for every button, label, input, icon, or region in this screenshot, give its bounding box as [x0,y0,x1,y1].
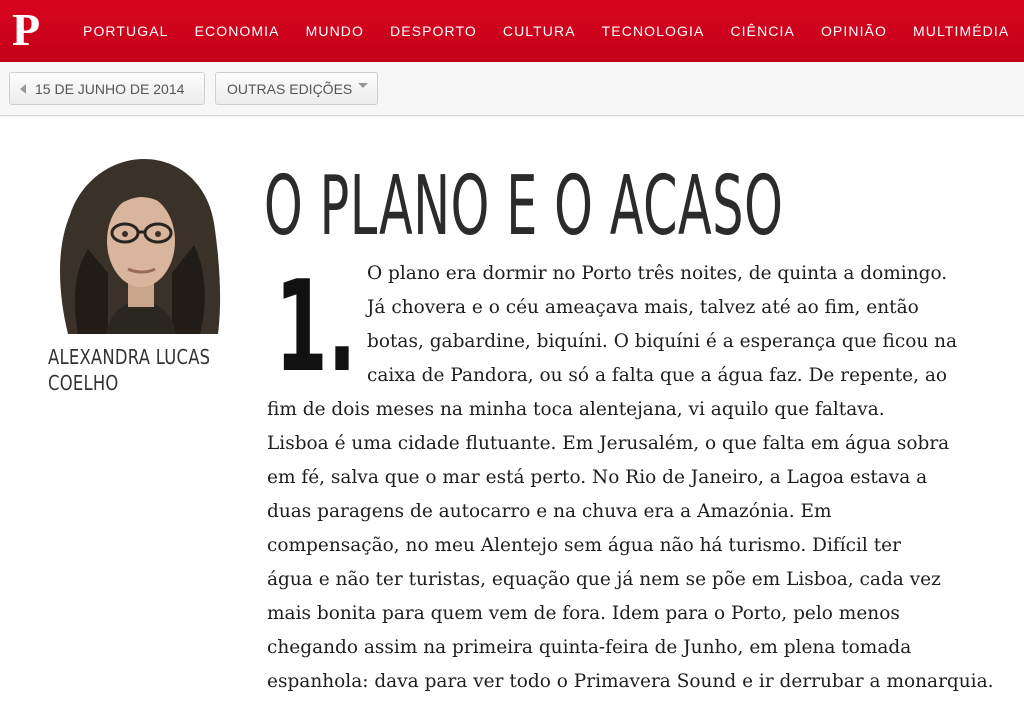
author-name[interactable] [48,344,245,396]
edition-toolbar [0,62,1024,116]
article-line-12: chegando assim na primeira quinta-feira de Junho, em plena tomada [267,637,912,658]
publico-logo[interactable]: P [12,4,41,55]
nav-item-tecnologia[interactable]: TECNOLOGIA [601,23,705,39]
section-nav [70,0,1022,62]
chevron-left-icon [20,84,26,94]
top-navigation-bar [0,0,1024,62]
edition-date-label: 15 DE JUNHO DE 2014 [35,80,185,97]
article-title: O PLANO E O ACASO [264,159,784,254]
article-line-11: mais bonita para quem vem de fora. Idem para o Porto, pelo menos [267,603,900,624]
article-line-6: Lisboa é uma cidade flutuante. Em Jerusalém, o que falta em água sobra [267,433,950,454]
article-line-2: Já chovera e o céu ameaçava mais, talvez até ao fim, então [367,297,919,318]
article-line-13: espanhola: dava para ver todo o Primavera Sound e ir derrubar a monarquia. [267,671,994,692]
section-number: 1. [275,253,357,400]
other-editions-dropdown[interactable] [215,72,378,105]
article-line-9: compensação, no meu Alentejo sem água não há turismo. Difícil ter [267,535,901,556]
article-line-1: O plano era dormir no Porto três noites, de quinta a domingo. [367,263,948,284]
article-line-8: duas paragens de autocarro e na chuva era a Amazónia. Em [267,501,832,522]
nav-item-opiniao[interactable]: OPINIÃO [820,23,887,39]
nav-item-portugal[interactable]: PORTUGAL [83,23,169,39]
article-line-5: fim de dois meses na minha toca alentejana, vi aquilo que faltava. [267,399,885,420]
author-name-line-1: ALEXANDRA LUCAS [48,345,211,369]
article-line-4: caixa de Pandora, ou só a falta que a água faz. De repente, ao [367,365,948,386]
chevron-down-icon [358,83,368,88]
author-photo [48,153,230,334]
nav-item-ciencia[interactable]: CIÊNCIA [730,23,795,39]
article-line-10: água e não ter turistas, equação que já nem se põe em Lisboa, cada vez [267,569,941,590]
nav-item-mundo[interactable]: MUNDO [305,23,364,39]
author-name-line-2: COELHO [48,371,119,395]
nav-item-cultura[interactable]: CULTURA [502,23,576,39]
article-line-3: botas, gabardine, biquíni. O biquíni é a esperança que ficou na [367,331,958,352]
previous-edition-button[interactable] [9,72,205,105]
other-editions-label: OUTRAS EDIÇÕES [227,80,353,97]
article-line-7: em fé, salva que o mar está perto. No Rio de Janeiro, a Lagoa estava a [267,467,928,488]
nav-item-economia[interactable]: ECONOMIA [194,23,280,39]
nav-item-desporto[interactable]: DESPORTO [389,23,477,39]
nav-item-multimedia[interactable]: MULTIMÉDIA [912,23,1010,39]
